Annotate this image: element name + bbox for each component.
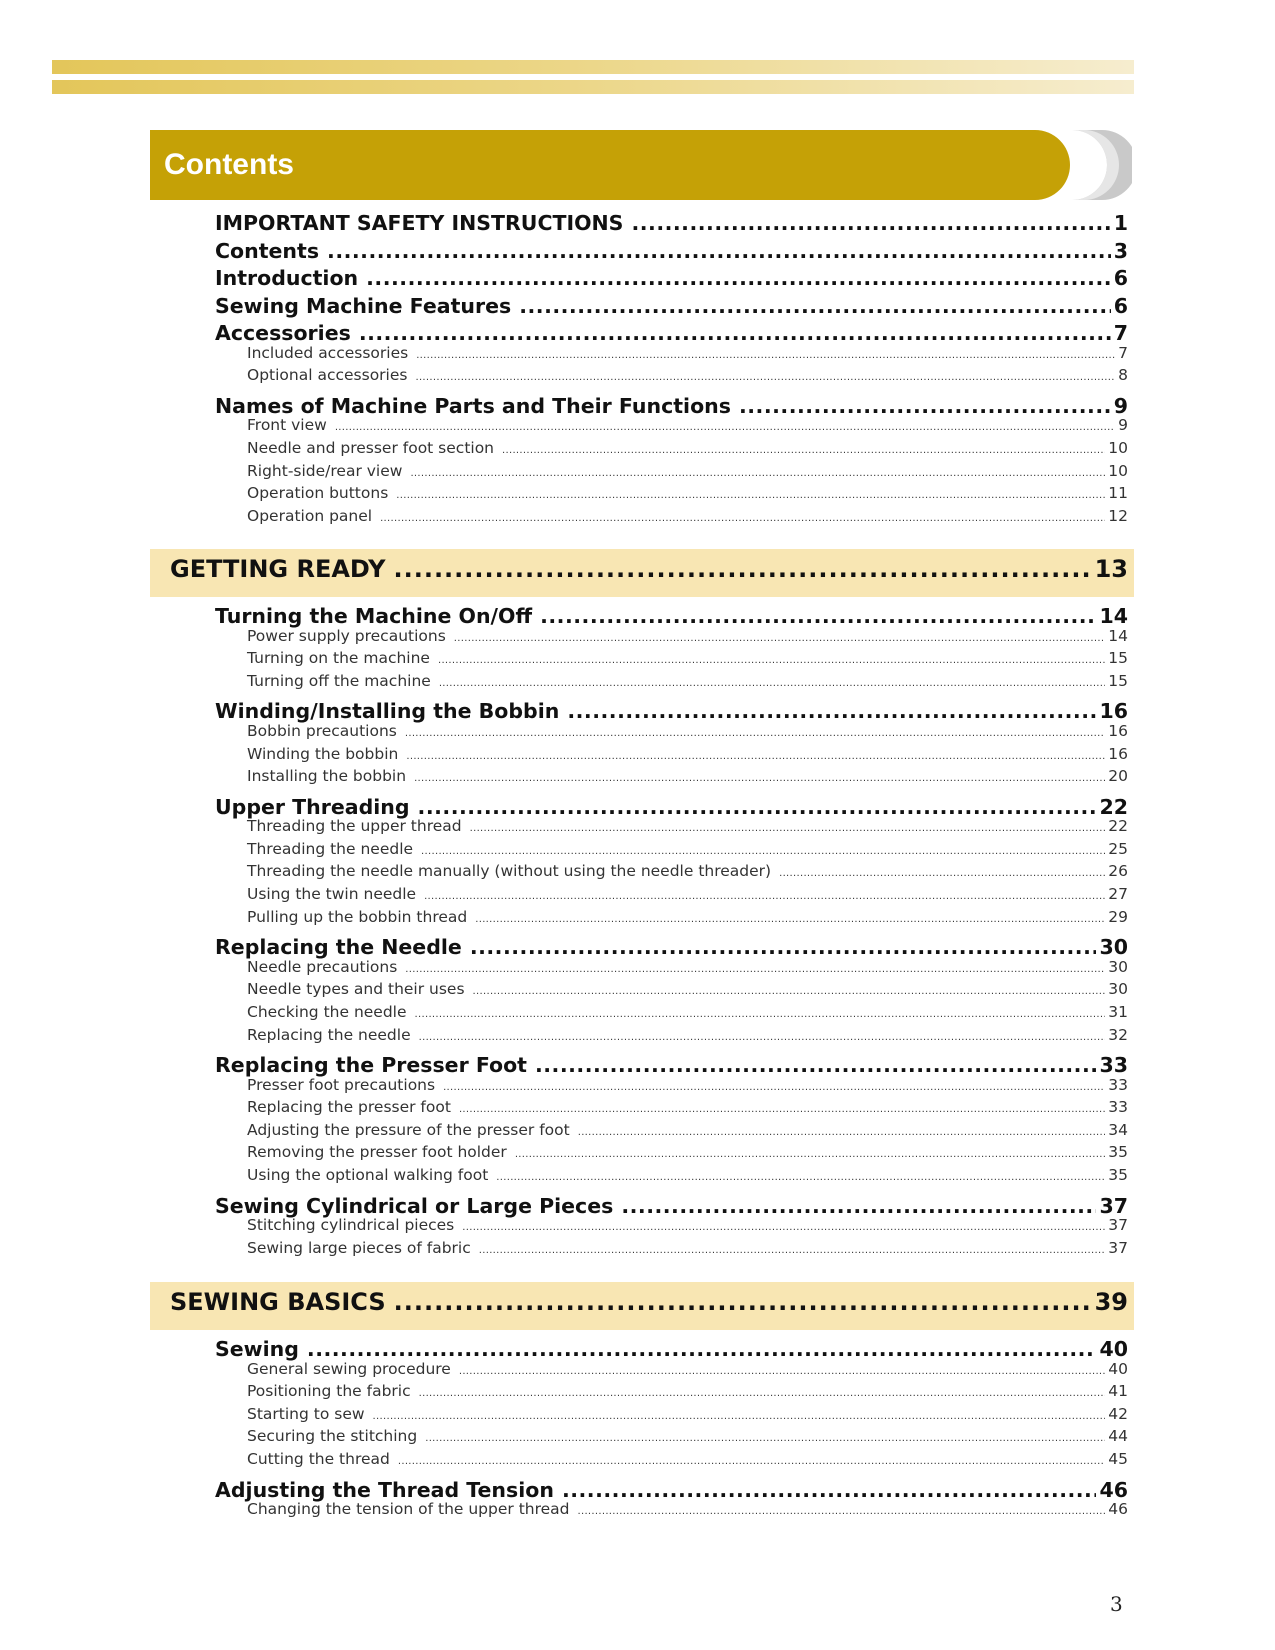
dot-leader (394, 1288, 1092, 1316)
toc-entry-page: 30 (1108, 980, 1128, 999)
toc-entry-title: Turning on the machine (247, 649, 430, 668)
toc-section-entry[interactable] (170, 555, 1128, 583)
toc-entry-title: Included accessories (247, 343, 409, 362)
toc-entry-title: Sewing (215, 1337, 299, 1361)
toc-entry-title: Introduction (215, 266, 359, 290)
toc-chapter-entry[interactable] (215, 321, 1128, 345)
toc-entry-title: Positioning the fabric (247, 1382, 411, 1401)
dot-leader (327, 239, 1111, 263)
toc-entry-page: 37 (1108, 1238, 1128, 1257)
toc-entry-title: Stitching cylindrical pieces (247, 1216, 455, 1235)
toc-chapter-entry[interactable] (215, 935, 1128, 959)
toc-subsection-entry[interactable] (247, 1500, 1128, 1518)
toc-entry-title: Adjusting the pressure of the presser foot (247, 1120, 570, 1139)
dot-leader (459, 1104, 1105, 1115)
toc-chapter-entry[interactable] (215, 699, 1128, 723)
page-title: Contents (164, 148, 294, 181)
toc-subsection-entry[interactable] (247, 1360, 1128, 1378)
toc-entry-page: 6 (1113, 266, 1128, 290)
dot-leader (380, 513, 1105, 524)
toc-subsection-entry[interactable] (247, 344, 1128, 362)
toc-subsection-entry[interactable] (247, 1098, 1128, 1116)
toc-entry-page: 34 (1108, 1120, 1128, 1139)
toc-section-entry[interactable] (170, 1288, 1128, 1316)
toc-entry-title: Installing the bobbin (247, 767, 407, 786)
toc-entry-page: 14 (1099, 604, 1128, 628)
dot-leader (398, 1456, 1105, 1467)
toc-entry-page: 33 (1099, 1053, 1128, 1077)
toc-entry-title: Threading the upper thread (247, 817, 462, 836)
toc-entry-page: 30 (1099, 935, 1128, 960)
dot-leader (393, 555, 1091, 583)
toc-entry-page: 22 (1108, 817, 1128, 836)
toc-subsection-entry[interactable] (247, 1166, 1128, 1184)
dot-leader (479, 1245, 1106, 1256)
toc-entry-page: 8 (1118, 366, 1128, 385)
toc-entry-title: Operation panel (247, 506, 373, 525)
toc-subsection-entry[interactable] (247, 908, 1128, 926)
toc-entry-title: Front view (247, 416, 327, 435)
dot-leader (421, 846, 1105, 857)
toc-entry-title: Cutting the thread (247, 1450, 390, 1468)
dot-leader (373, 1411, 1106, 1422)
dot-leader (414, 773, 1105, 784)
dot-leader (415, 1009, 1106, 1020)
toc-entry-page: 1 (1113, 211, 1128, 235)
dot-leader (567, 699, 1096, 723)
toc-subsection-entry[interactable] (247, 1121, 1128, 1139)
toc-entry-page: 40 (1099, 1337, 1128, 1361)
dot-leader (418, 795, 1097, 819)
toc-subsection-entry[interactable] (247, 958, 1128, 976)
toc-entry-page: 35 (1108, 1166, 1128, 1184)
dot-leader (578, 1506, 1106, 1517)
toc-entry-title: Accessories (215, 321, 351, 345)
toc-entry-title: Sewing large pieces of fabric (247, 1238, 471, 1257)
toc-entry-title: Threading the needle (247, 839, 414, 858)
dot-leader (366, 266, 1111, 290)
toc-entry-title: Optional accessories (247, 366, 408, 385)
toc-chapter-entry[interactable] (215, 239, 1128, 263)
toc-entry-page: 7 (1113, 321, 1128, 345)
toc-chapter-entry[interactable] (215, 604, 1128, 628)
dot-leader (419, 1388, 1106, 1399)
toc-entry-title: Winding the bobbin (247, 744, 399, 763)
toc-entry-title: Checking the needle (247, 1002, 407, 1021)
toc-entry-page: 44 (1108, 1427, 1128, 1446)
toc-entry-title: Replacing the needle (247, 1025, 411, 1044)
dot-leader (359, 321, 1111, 345)
toc-subsection-entry[interactable] (247, 507, 1128, 525)
toc-entry-page: 46 (1099, 1477, 1128, 1502)
toc-entry-page: 7 (1118, 343, 1128, 362)
toc-chapter-entry[interactable] (215, 266, 1128, 290)
toc-entry-page: 11 (1108, 484, 1128, 503)
toc-entry-page: 35 (1108, 1143, 1128, 1162)
toc-entry-title: Adjusting the Thread Tension (215, 1477, 554, 1502)
toc-entry-title: SEWING BASICS (170, 1288, 386, 1316)
toc-entry-page: 9 (1118, 416, 1128, 435)
dot-leader (307, 1337, 1097, 1361)
toc-entry-title: Using the twin needle (247, 885, 417, 903)
page-number: 3 (1110, 1592, 1123, 1616)
toc-entry-page: 42 (1108, 1404, 1128, 1423)
toc-chapter-entry[interactable] (215, 211, 1128, 235)
dot-leader (739, 394, 1111, 418)
dot-leader (410, 468, 1105, 479)
header-crescent-decoration (1050, 130, 1132, 200)
toc-entry-title: Needle precautions (247, 957, 398, 976)
toc-entry-page: 33 (1108, 1098, 1128, 1117)
top-decorative-band (52, 60, 1134, 74)
dot-leader (462, 1222, 1105, 1233)
toc-entry-title: Bobbin precautions (247, 721, 397, 740)
toc-subsection-entry[interactable] (247, 366, 1128, 384)
toc-entry-page: 15 (1108, 649, 1128, 668)
dot-leader (631, 211, 1110, 235)
dot-leader (621, 1194, 1096, 1218)
dot-leader (419, 1032, 1106, 1043)
toc-entry-page: 33 (1108, 1075, 1128, 1094)
toc-entry-page: 10 (1108, 438, 1128, 457)
toc-entry-page: 13 (1094, 555, 1128, 583)
toc-subsection-entry[interactable] (247, 462, 1128, 480)
dot-leader (335, 422, 1115, 433)
toc-entry-title: Pulling up the bobbin thread (247, 907, 468, 926)
toc-entry-page: 9 (1113, 393, 1128, 418)
dot-leader (470, 935, 1097, 959)
toc-subsection-entry[interactable] (247, 722, 1128, 740)
toc-subsection-entry[interactable] (247, 627, 1128, 645)
toc-entry-page: 29 (1108, 907, 1128, 926)
toc-entry-page: 40 (1108, 1359, 1128, 1378)
toc-entry-page: 39 (1094, 1288, 1128, 1316)
dot-leader (779, 868, 1105, 879)
toc-entry-title: Turning the Machine On/Off (215, 604, 533, 628)
toc-entry-title: Turning off the machine (247, 671, 431, 690)
dot-leader (405, 964, 1105, 975)
dot-leader (515, 1149, 1105, 1160)
dot-leader (424, 891, 1105, 902)
toc-entry-title: Starting to sew (247, 1404, 365, 1423)
toc-subsection-entry[interactable] (247, 862, 1128, 880)
toc-entry-title: IMPORTANT SAFETY INSTRUCTIONS (215, 211, 624, 235)
dot-leader (396, 490, 1105, 501)
toc-subsection-entry[interactable] (247, 1216, 1128, 1234)
toc-subsection-entry[interactable] (247, 416, 1128, 434)
toc-entry-title: Replacing the presser foot (247, 1098, 451, 1117)
toc-entry-page: 32 (1108, 1025, 1128, 1044)
toc-chapter-entry[interactable] (215, 1337, 1128, 1361)
toc-entry-title: Sewing Machine Features (215, 293, 512, 318)
toc-entry-title: Contents (215, 238, 320, 263)
toc-subsection-entry[interactable] (247, 1026, 1128, 1044)
toc-entry-page: 20 (1108, 767, 1128, 786)
toc-entry-title: General sewing procedure (247, 1359, 451, 1378)
toc-entry-title: Replacing the Presser Foot (215, 1053, 527, 1077)
dot-leader (473, 986, 1106, 997)
toc-subsection-entry[interactable] (247, 1450, 1128, 1468)
toc-subsection-entry[interactable] (247, 1405, 1128, 1423)
toc-entry-page: 10 (1108, 461, 1128, 480)
toc-entry-page: 22 (1099, 794, 1128, 819)
dot-leader (454, 633, 1105, 644)
dot-leader (406, 751, 1105, 762)
toc-subsection-entry[interactable] (247, 1143, 1128, 1161)
toc-entry-page: 25 (1108, 839, 1128, 858)
dot-leader (425, 1433, 1105, 1444)
dot-leader (540, 604, 1096, 628)
toc-entry-page: 16 (1108, 744, 1128, 763)
toc-entry-page: 12 (1108, 506, 1128, 525)
toc-entry-title: Winding/Installing the Bobbin (215, 699, 560, 724)
toc-entry-title: Replacing the Needle (215, 935, 462, 960)
toc-entry-page: 3 (1113, 238, 1128, 263)
dot-leader (470, 823, 1106, 834)
toc-subsection-entry[interactable] (247, 1239, 1128, 1257)
top-decorative-band-lower (52, 80, 1134, 94)
dot-leader (502, 445, 1105, 456)
toc-entry-page: 14 (1108, 626, 1128, 645)
toc-subsection-entry[interactable] (247, 767, 1128, 785)
dot-leader (438, 655, 1105, 666)
toc-subsection-entry[interactable] (247, 439, 1128, 457)
toc-entry-page: 26 (1108, 862, 1128, 881)
dot-leader (562, 1478, 1097, 1502)
toc-entry-title: Changing the tension of the upper thread (247, 1500, 570, 1519)
toc-subsection-entry[interactable] (247, 649, 1128, 667)
toc-chapter-entry[interactable] (215, 1053, 1128, 1077)
toc-subsection-entry[interactable] (247, 817, 1128, 835)
dot-leader (496, 1172, 1105, 1183)
toc-entry-page: 37 (1108, 1216, 1128, 1235)
toc-entry-page: 37 (1099, 1193, 1128, 1218)
toc-entry-title: Removing the presser foot holder (247, 1143, 507, 1162)
toc-entry-title: Names of Machine Parts and Their Functions (215, 393, 731, 418)
toc-chapter-entry[interactable] (215, 394, 1128, 418)
dot-leader (443, 1082, 1105, 1093)
toc-entry-page: 27 (1108, 885, 1128, 903)
toc-entry-title: Presser foot precautions (247, 1075, 436, 1094)
toc-subsection-entry[interactable] (247, 484, 1128, 502)
dot-leader (475, 914, 1105, 925)
toc-subsection-entry[interactable] (247, 672, 1128, 690)
toc-entry-title: Using the optional walking foot (247, 1166, 489, 1184)
dot-leader (415, 372, 1115, 383)
contents-header-bar (150, 130, 1070, 200)
toc-entry-title: Needle types and their uses (247, 980, 465, 999)
toc-entry-title: Threading the needle manually (without using the needle threader) (247, 862, 772, 881)
toc-entry-title: Needle and presser foot section (247, 438, 495, 457)
toc-entry-title: Right-side/rear view (247, 461, 403, 480)
toc-chapter-entry[interactable] (215, 1194, 1128, 1218)
dot-leader (439, 678, 1105, 689)
dot-leader (519, 294, 1111, 318)
toc-chapter-entry[interactable] (215, 1478, 1128, 1502)
toc-subsection-entry[interactable] (247, 1003, 1128, 1021)
toc-subsection-entry[interactable] (247, 1076, 1128, 1094)
toc-entry-page: 30 (1108, 957, 1128, 976)
dot-leader (535, 1053, 1096, 1077)
toc-entry-title: GETTING READY (170, 555, 386, 583)
toc-entry-title: Sewing Cylindrical or Large Pieces (215, 1193, 614, 1218)
toc-entry-page: 16 (1099, 699, 1128, 724)
toc-entry-title: Power supply precautions (247, 626, 446, 645)
toc-entry-page: 15 (1108, 671, 1128, 690)
toc-chapter-entry[interactable] (215, 795, 1128, 819)
toc-subsection-entry[interactable] (247, 840, 1128, 858)
toc-entry-page: 16 (1108, 721, 1128, 740)
toc-subsection-entry[interactable] (247, 1382, 1128, 1400)
dot-leader (416, 350, 1115, 361)
toc-entry-title: Upper Threading (215, 794, 410, 819)
toc-entry-title: Operation buttons (247, 484, 389, 503)
dot-leader (578, 1127, 1106, 1138)
toc-subsection-entry[interactable] (247, 885, 1128, 903)
toc-chapter-entry[interactable] (215, 294, 1128, 318)
toc-entry-page: 6 (1113, 293, 1128, 318)
dot-leader (405, 728, 1105, 739)
toc-entry-page: 45 (1108, 1450, 1128, 1468)
toc-subsection-entry[interactable] (247, 980, 1128, 998)
toc-entry-title: Securing the stitching (247, 1427, 418, 1446)
toc-subsection-entry[interactable] (247, 1427, 1128, 1445)
dot-leader (459, 1366, 1105, 1377)
toc-subsection-entry[interactable] (247, 745, 1128, 763)
toc-entry-page: 31 (1108, 1002, 1128, 1021)
toc-entry-page: 41 (1108, 1382, 1128, 1401)
toc-entry-page: 46 (1108, 1500, 1128, 1519)
